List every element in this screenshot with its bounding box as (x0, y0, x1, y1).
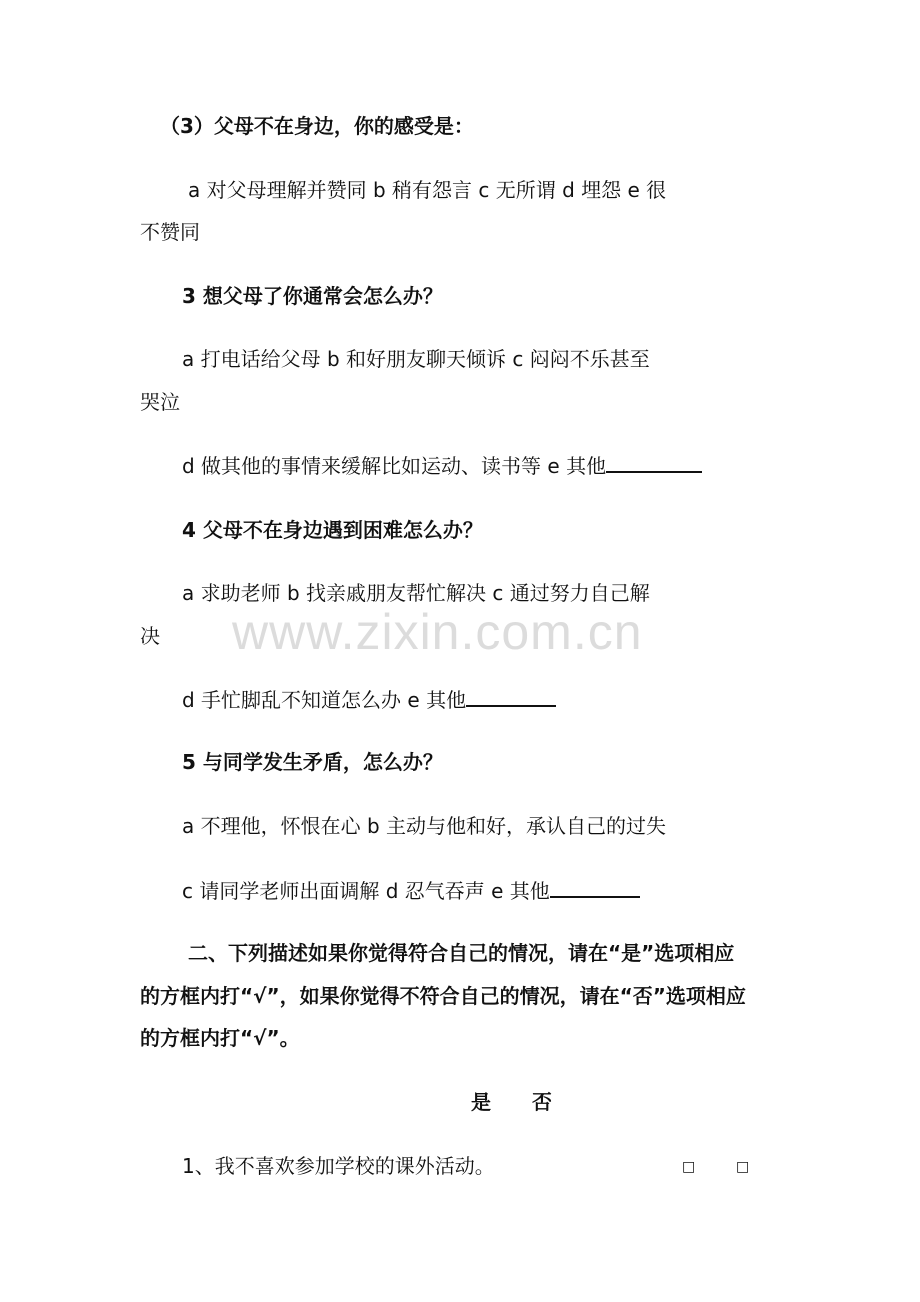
question-3-options-cont: 哭泣 (140, 390, 180, 414)
question-3-3-options-cont: 不赞同 (140, 220, 200, 244)
question-3-title: 3 想父母了你通常会怎么办？ (182, 284, 443, 308)
watermark: www.zixin.com.cn (232, 604, 643, 660)
question-4-options-d-e (182, 687, 556, 712)
checkbox-no[interactable]: □ (736, 1159, 750, 1175)
section-2-instruction-line2: 的方框内打“√”，如果你觉得不符合自己的情况，请在“否”选项相应 (140, 984, 746, 1008)
column-header-yes: 是 (471, 1090, 491, 1114)
question-4-options-text: d 手忙脚乱不知道怎么办 e 其他 (182, 688, 467, 712)
question-3-options-text: d 做其他的事情来缓解比如运动、读书等 e 其他 (182, 454, 607, 478)
column-header-no: 否 (532, 1090, 552, 1114)
question-3-3-title: （3）父母不在身边，你的感受是： (160, 114, 474, 138)
question-5-options-c-e (182, 878, 640, 903)
question-5-options: a 不理他，怀恨在心 b 主动与他和好，承认自己的过失 (182, 814, 667, 838)
answer-blank[interactable] (606, 453, 702, 473)
question-3-3-options: a 对父母理解并赞同 b 稍有怨言 c 无所谓 d 埋怨 e 很 (188, 178, 667, 202)
checkbox-yes[interactable]: □ (682, 1159, 696, 1175)
item-1-text: 1、我不喜欢参加学校的课外活动。 (182, 1154, 495, 1178)
section-2-instruction-line3: 的方框内打“√”。 (140, 1026, 300, 1050)
question-5-options-text: c 请同学老师出面调解 d 忍气吞声 e 其他 (182, 879, 550, 903)
answer-blank[interactable] (466, 687, 556, 707)
question-4-title: 4 父母不在身边遇到困难怎么办？ (182, 518, 483, 542)
question-4-options-cont: 决 (140, 624, 160, 648)
question-4-options: a 求助老师 b 找亲戚朋友帮忙解决 c 通过努力自己解 (182, 581, 650, 605)
question-5-title: 5 与同学发生矛盾，怎么办？ (182, 750, 443, 774)
question-3-options-d-e (182, 453, 702, 478)
section-2-instruction-line1: 二、下列描述如果你觉得符合自己的情况，请在“是”选项相应 (188, 941, 735, 965)
answer-blank[interactable] (550, 878, 640, 898)
question-3-options: a 打电话给父母 b 和好朋友聊天倾诉 c 闷闷不乐甚至 (182, 347, 650, 371)
